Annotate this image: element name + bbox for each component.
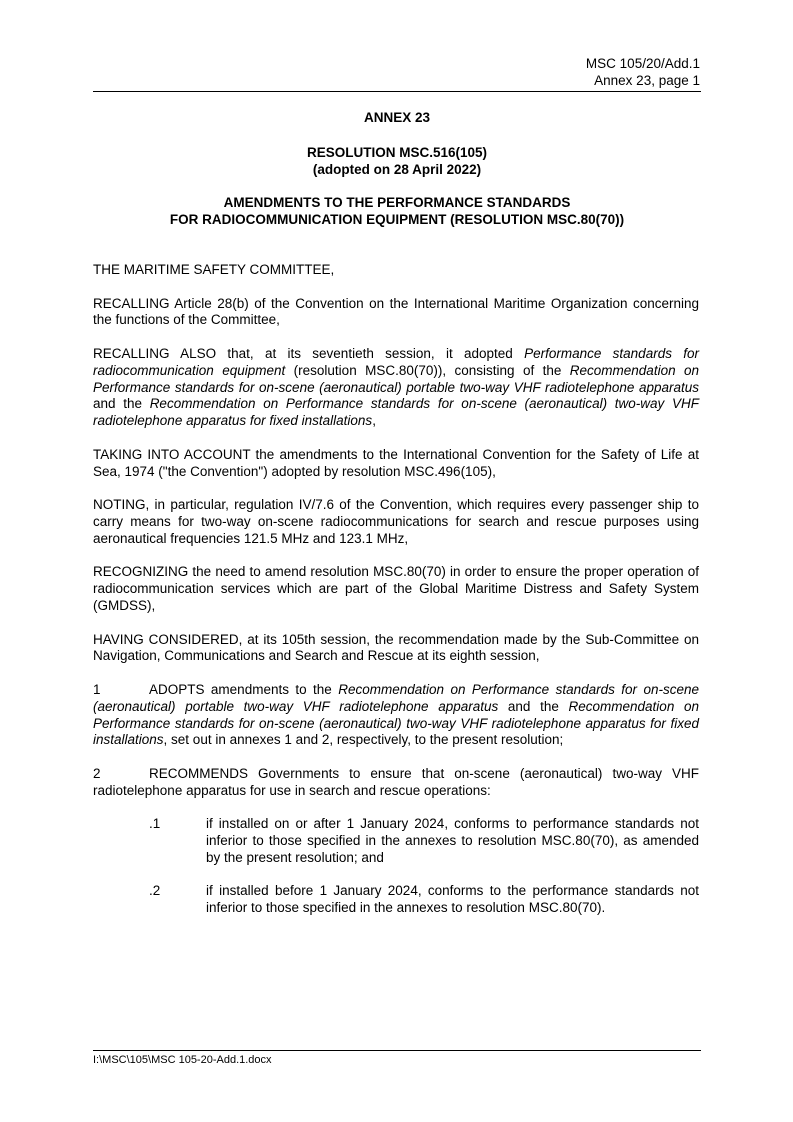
preamble-committee: THE MARITIME SAFETY COMMITTEE, [93, 262, 335, 277]
header-divider [93, 91, 701, 92]
text-run: ADOPTS amendments to the [149, 681, 339, 697]
page-reference: Annex 23, page 1 [594, 73, 700, 88]
page-header [586, 55, 700, 89]
subject-heading [93, 195, 701, 228]
text-run: RECALLING ALSO that, at its seventieth session, it adopted [93, 345, 525, 361]
preamble-recognizing: RECOGNIZING the need to amend resolution MSC.80(70) in order to ensure the proper operation of radiocommunication services which are part of the Global Maritime Distress and Safety System (GMDSS), [93, 564, 699, 613]
preamble-having-considered: HAVING CONSIDERED, at its 105th session, the recommendation made by the Sub-Committee on Navigation, Communications and Search and Rescue at its eighth session, [93, 631, 699, 664]
sub-item-text: if installed on or after 1 January 2024, conforms to performance standards not inferior to those specified in the annexes to resolution MSC.80(70), as amended by the present resolution; and [206, 816, 699, 865]
italic-title: Recommendation on Performance standards for on-scene (aeronautical) two-way VHF radiotelephone apparatus for fixed installations [93, 396, 699, 429]
annex-title: ANNEX 23 [363, 110, 431, 125]
sub-item-number: .2 [149, 883, 161, 899]
text-run: , set out in annexes 1 and 2, respectively, to the present resolution; [163, 732, 564, 748]
italic-title: Recommendation on Performance standards for on-scene (aeronautical) portable two-way VHF radiotelephone apparatus [93, 681, 699, 714]
text-run: , [372, 413, 376, 429]
paragraph-number: 2 [93, 765, 101, 781]
footer-divider [93, 1050, 701, 1051]
preamble-noting: NOTING, in particular, regulation IV/7.6 of the Convention, which requires every passenger ship to carry means for two-way on-scene radiocommunications for search and rescue purposes using aeronautical frequencies 121.5 MHz and 123.1 MHz, [93, 497, 699, 546]
preamble-recalling: RECALLING Article 28(b) of the Convention on the International Maritime Organization concerning the functions of the Committee, [93, 295, 699, 328]
subject-line-1: AMENDMENTS TO THE PERFORMANCE STANDARDS [223, 195, 571, 210]
document-symbol: MSC 105/20/Add.1 [585, 56, 700, 71]
italic-title: Recommendation on Performance standards for on-scene (aeronautical) two-way VHF radiotelephone apparatus for fixed installations [93, 698, 699, 748]
operative-paragraph-2 [93, 766, 699, 800]
text-run: (resolution MSC.80(70)), consisting of the [285, 362, 570, 378]
document-body [93, 262, 699, 934]
subject-line-2: FOR RADIOCOMMUNICATION EQUIPMENT (RESOLUTION MSC.80(70)) [169, 211, 625, 227]
sub-item [93, 883, 699, 917]
paragraph-number: 1 [93, 681, 101, 697]
text-run: RECOMMENDS Governments to ensure that on-scene (aeronautical) two-way VHF radiotelephone apparatus for use in search and rescue operations: [93, 765, 699, 798]
sub-item-text: if installed before 1 January 2024, conforms to the performance standards not inferior to those specified in the annexes to resolution MSC.80(70). [206, 883, 699, 916]
sub-item-number: .1 [149, 816, 161, 832]
resolution-adopted: (adopted on 28 April 2022) [312, 161, 482, 177]
preamble-taking-into-account: TAKING INTO ACCOUNT the amendments to the International Convention for the Safety of Life at Sea, 1974 ("the Convention") adopted by resolution MSC.496(105), [93, 446, 699, 479]
italic-title: Recommendation on Performance standards for on-scene (aeronautical) portable two-way VHF radiotelephone apparatus [93, 362, 700, 395]
italic-title: Performance standards for radiocommunication equipment [93, 345, 700, 378]
text-run: and the [498, 698, 569, 714]
sub-item [93, 816, 699, 866]
text-run: and the [93, 396, 150, 412]
resolution-heading [93, 145, 701, 178]
footer-file-path: I:\MSC\105\MSC 105-20-Add.1.docx [93, 1054, 272, 1066]
resolution-title: RESOLUTION MSC.516(105) [306, 145, 488, 160]
operative-paragraph-1 [93, 682, 699, 749]
preamble-recalling-also [93, 346, 699, 430]
